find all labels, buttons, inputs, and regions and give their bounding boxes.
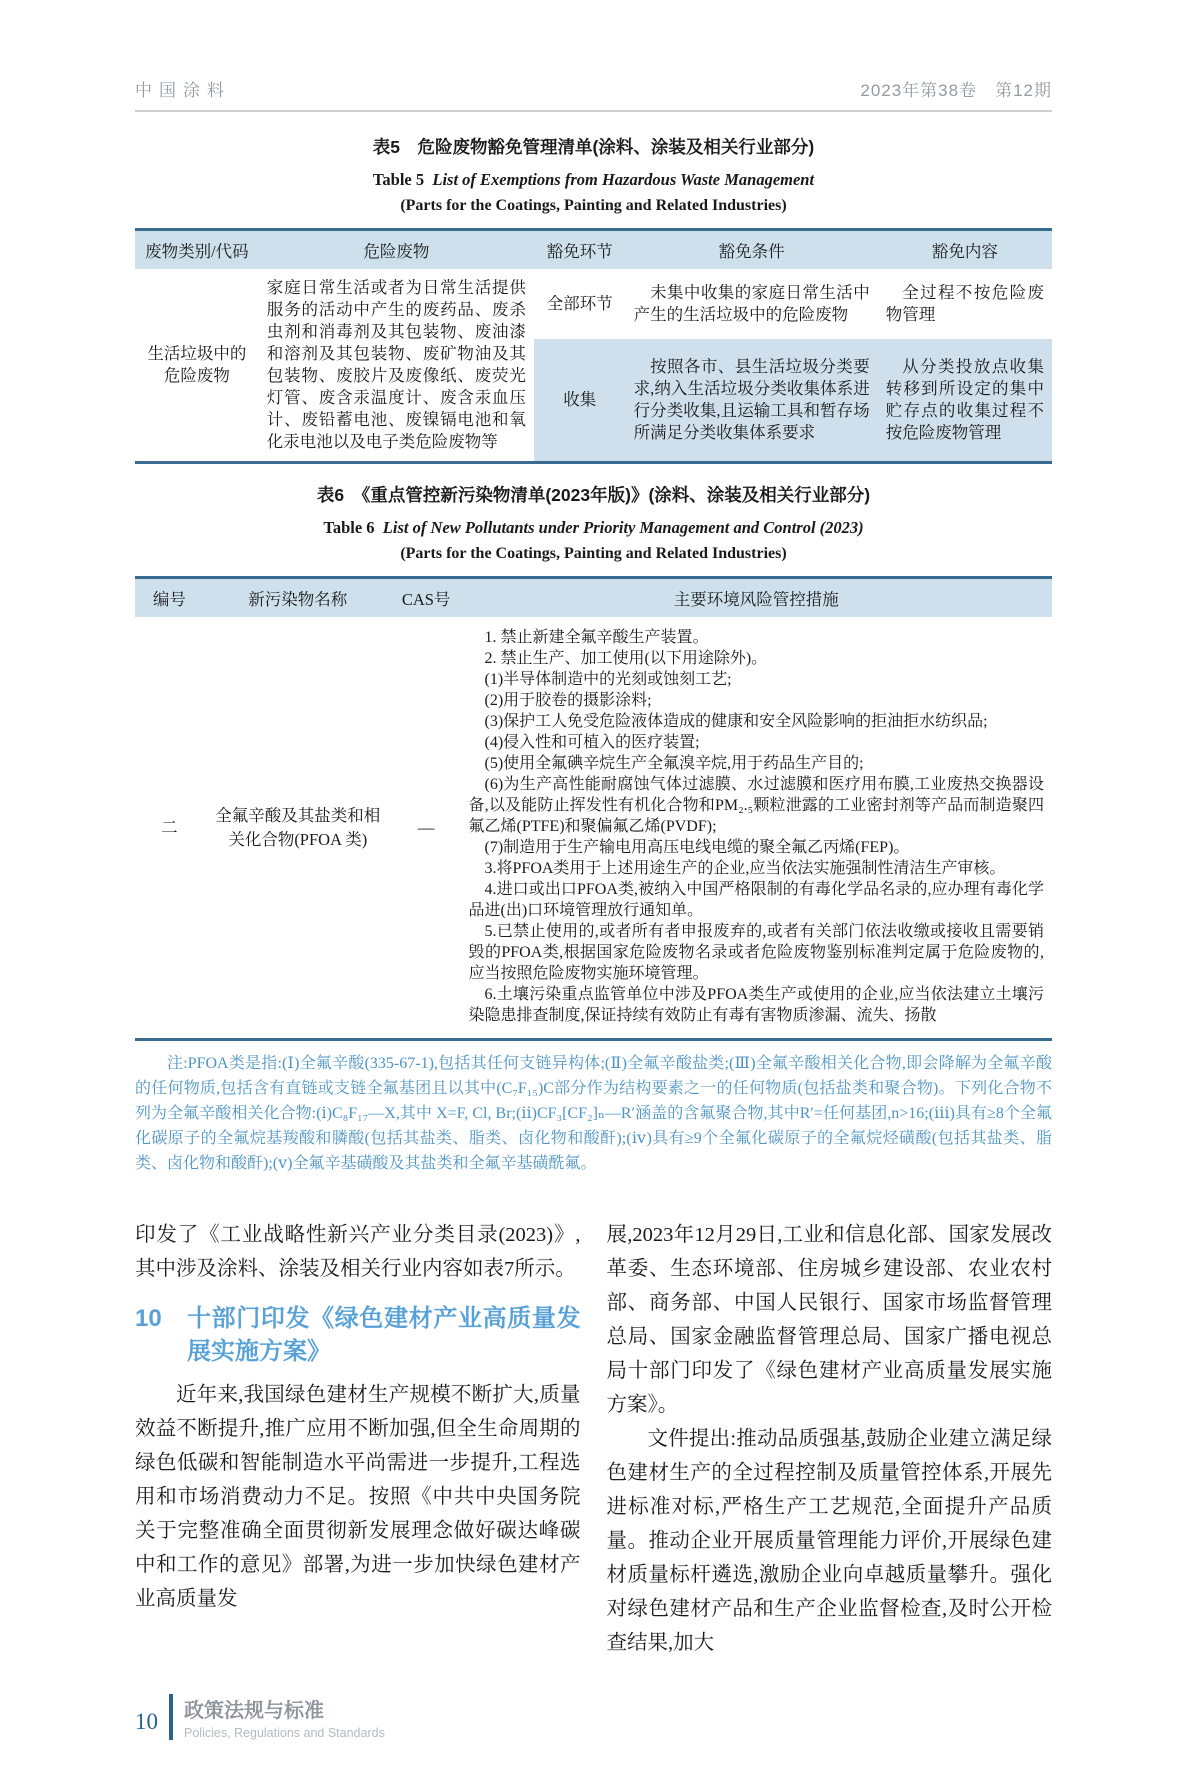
list-item: (2)用于胶卷的摄影涂料; <box>484 692 652 709</box>
table6-col-pollutant-name: 新污染物名称 <box>204 578 392 618</box>
table6-title-en <box>135 514 1052 541</box>
footer-section-labels <box>184 1694 385 1740</box>
issue-info: 2023年第38卷 第12期 <box>860 81 1052 100</box>
table5 <box>135 228 1052 464</box>
table6-col-measures: 主要环境风险管控措施 <box>461 578 1052 618</box>
table6-footnote: 注:PFOA类是指:(Ⅰ)全氟辛酸(335-67-1),包括其任何支链异构体;(Ⅱ)全氟辛酸盐类;(Ⅲ)全氟辛酸相关化合物,即会降解为全氟辛酸的任何物质,包括含有直链或支链全氟基团且以其中(C₇F₁₅)C部分作为结构要素之一的任何物质(包括盐类和聚合物)。下列化合物不列为全氟辛酸相关化合物:(ⅰ)C₈F₁₇—X,其中 X=F, Cl, Br;(ⅱ)CF₃[CF₂]ₙ—R′涵盖的含氟聚合物,其中R′=任何基团,n>16;(ⅲ)具有≥8个全氟化碳原子的全氟烷基羧酸和膦酸(包括其盐类、脂类、卤化物和酸酐);(ⅳ)具有≥9个全氟化碳原子的全氟烷烃磺酸(包括其盐类、脂类、卤化物和酸酐);(ⅴ)全氟辛基磺酸及其盐类和全氟辛基磺酰氟。 <box>135 1055 1052 1172</box>
list-item: (7)制造用于生产输电用高压电线电缆的聚全氟乙丙烯(FEP)。 <box>484 839 910 856</box>
table5-cell-hazardous-waste: 家庭日常生活或者为日常生活提供服务的活动中产生的废药品、废杀虫剂和消毒剂及其包装物、废油漆和溶剂及其包装物、废矿物油及其包装物、废胶片及废像纸、废荧光灯管、废含汞温度计、废含汞血压计、废铅蓄电池、废镍镉电池和氧化汞电池以及电子类危险废物等 <box>266 278 526 451</box>
table5-cell-category: 生活垃圾中的危险废物 <box>147 344 247 385</box>
left-paragraph-2: 近年来,我国绿色建材生产规模不断扩大,质量效益不断提升,推广应用不断加强,但全生命周期的绿色低碳和智能制造水平尚需进一步提升,工程选用和市场消费动力不足。按照《中共中央国务院关于完整准确全面贯彻新发展理念做好碳达峰碳中和工作的意见》部署,为进一步加快绿色建材产业高质量发 <box>135 1384 581 1610</box>
table6-cell-pollutant-name: 全氟辛酸及其盐类和相关化合物(PFOA 类) <box>215 805 381 849</box>
table6-header-row <box>135 578 1052 618</box>
table5-title-subtitle: (Parts for the Coatings, Painting and Related Industries) <box>400 197 787 214</box>
table5-title-cn: 表5 危险废物豁免管理清单(涂料、涂装及相关行业部分) <box>372 137 815 157</box>
table6-title-subtitle: (Parts for the Coatings, Painting and Related Industries) <box>400 545 787 562</box>
table6-cell-cas: — <box>417 817 435 837</box>
body-columns <box>135 1218 1052 1660</box>
table5-cell-content-1: 全过程不按危险废物管理 <box>885 283 1044 325</box>
table6 <box>135 576 1052 1041</box>
list-item: 3.将PFOA类用于上述用途生产的企业,应当依法实施强制性清洁生产审核。 <box>484 860 1006 877</box>
measures-list <box>469 623 1044 1032</box>
table5-title-en <box>135 166 1052 193</box>
table5-col-category: 废物类别/代码 <box>135 230 259 270</box>
table5-cell-condition-1: 未集中收集的家庭日常生活中产生的生活垃圾中的危险废物 <box>633 283 870 325</box>
list-item: (5)使用全氟碘辛烷生产全氟溴辛烷,用于药品生产目的; <box>484 755 864 772</box>
table6-title-cn: 表6 《重点管控新污染物清单(2023年版)》(涂料、涂装及相关行业部分) <box>316 485 871 505</box>
section-title: 十部门印发《绿色建材产业高质量发展实施方案》 <box>187 1305 581 1365</box>
right-paragraph-2: 文件提出:推动品质强基,鼓励企业建立满足绿色建材生产的全过程控制及质量管控体系,开展先进标准对标,严格生产工艺规范,全面提升产品质量。推动企业开展质量管理能力评价,开展绿色建材质量标杆遴选,激励企业向卓越质量攀升。强化对绿色建材产品和生产企业监督检查,及时公开检查结果,加大 <box>606 1428 1052 1654</box>
left-paragraph-1: 印发了《工业战略性新兴产业分类目录(2023)》,其中涉及涂料、涂装及相关行业内容如表7所示。 <box>135 1224 581 1280</box>
footer-section-cn: 政策法规与标准 <box>184 1700 324 1722</box>
table6-col-cas: CAS号 <box>392 578 461 618</box>
table5-cell-stage-2: 收集 <box>534 339 626 462</box>
page-footer <box>135 1694 1052 1740</box>
journal-running-head <box>135 76 1052 112</box>
table5-col-condition: 豁免条件 <box>626 230 878 270</box>
table6-title-en-text: List of New Pollutants under Priority Management and Control (2023) <box>382 518 864 537</box>
list-item: 4.进口或出口PFOA类,被纳入中国严格限制的有毒化学品名录的,应办理有毒化学品进(出)口环境管理放行通知单。 <box>468 881 1044 919</box>
footer-section-en: Policies, Regulations and Standards <box>184 1726 385 1740</box>
table6-row-1 <box>135 617 1052 1040</box>
section-number: 10 <box>135 1305 162 1332</box>
section-10-heading <box>135 1302 581 1368</box>
right-paragraph-1: 展,2023年12月29日,工业和信息化部、国家发展改革委、生态环境部、住房城乡建设部、农业农村部、商务部、中国人民银行、国家市场监督管理总局、国家金融监督管理总局、国家广播电视总局十部门印发了《绿色建材产业高质量发展实施方案》。 <box>606 1224 1052 1416</box>
table5-row-1 <box>135 269 1052 339</box>
list-item: (6)为生产高性能耐腐蚀气体过滤膜、水过滤膜和医疗用布膜,工业废热交换器设备,以及能防止挥发性有机化合物和PM₂.₅颗粒泄露的工业密封剂等产品而制造聚四氟乙烯(PTFE)和聚偏氟乙烯(PVDF); <box>468 776 1044 835</box>
list-item: (3)保护工人免受危险液体造成的健康和安全风险影响的拒油拒水纺织品; <box>484 713 988 730</box>
page-number: 10 <box>135 1709 158 1734</box>
journal-name: 中国涂料 <box>135 81 231 100</box>
list-item: 6.土壤污染重点监管单位中涉及PFOA类生产或使用的企业,应当依法建立土壤污染隐患排查制度,保证持续有效防止有毒有害物质渗漏、流失、扬散 <box>468 986 1044 1024</box>
right-column <box>607 1218 1053 1660</box>
table6-cell-measures <box>461 617 1052 1040</box>
table6-cell-number: 二 <box>161 817 178 837</box>
footer-divider-bar <box>169 1694 173 1740</box>
table5-title-en-label: Table 5 <box>372 170 425 189</box>
table5-col-stage: 豁免环节 <box>534 230 626 270</box>
table5-cell-stage-1: 全部环节 <box>546 294 613 314</box>
table6-title-en-label: Table 6 <box>323 518 375 537</box>
list-item: 5.已禁止使用的,或者所有者申报废弃的,或者有关部门依法收缴或接收且需要销毁的PFOA类,根据国家危险废物名录或者危险废物鉴别标准判定属于危险废物的,应当按照危险废物实施环境管理。 <box>468 923 1044 982</box>
table5-cell-content-2: 从分类投放点收集转移到所设定的集中贮存点的收集过程不按危险废物管理 <box>878 339 1052 462</box>
table5-header-row <box>135 230 1052 270</box>
list-item: (1)半导体制造中的光刻或蚀刻工艺; <box>484 671 732 688</box>
table5-col-content: 豁免内容 <box>878 230 1052 270</box>
table5-cell-condition-2: 按照各市、县生活垃圾分类要求,纳入生活垃圾分类收集体系进行分类收集,且运输工具和暂存场所满足分类收集体系要求 <box>626 339 878 462</box>
list-item: 2. 禁止生产、加工使用(以下用途除外)。 <box>484 650 768 667</box>
table5-title-en-text: List of Exemptions from Hazardous Waste Management <box>432 170 815 189</box>
table5-col-hazardous-waste: 危险废物 <box>259 230 534 270</box>
table6-col-number: 编号 <box>135 578 204 618</box>
left-column <box>135 1218 581 1660</box>
list-item: (4)侵入性和可植入的医疗装置; <box>484 734 700 751</box>
list-item: 1. 禁止新建全氟辛酸生产装置。 <box>484 629 709 646</box>
